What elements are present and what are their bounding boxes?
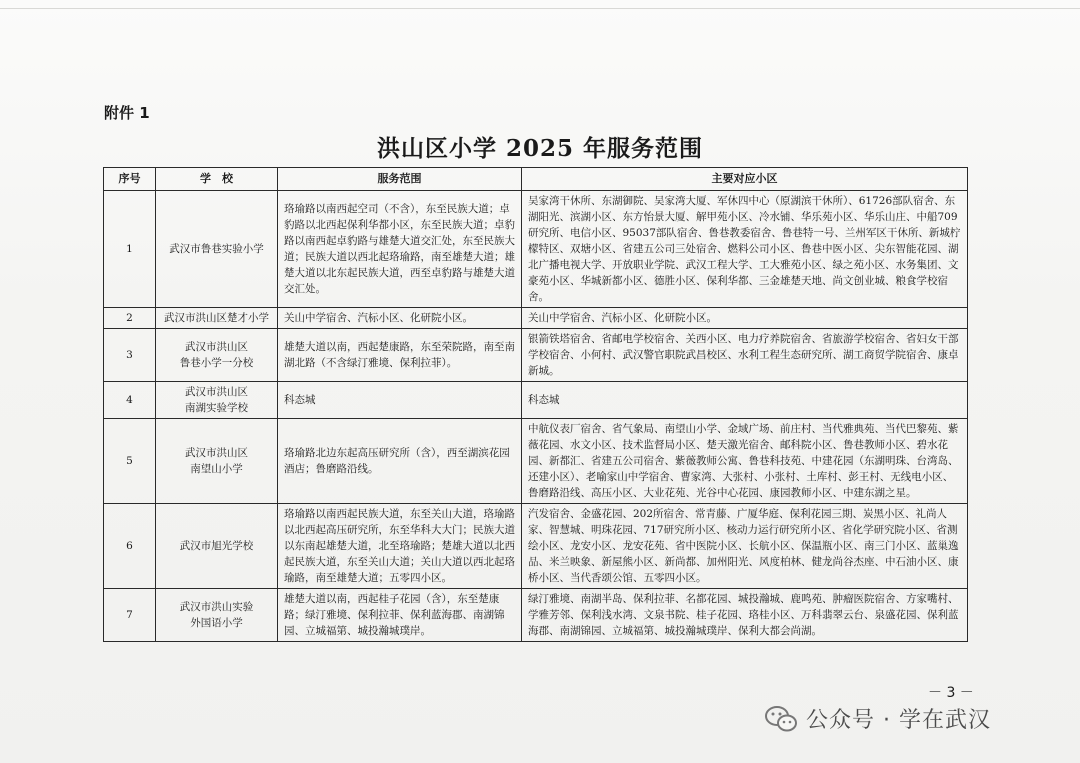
school-name: 武汉市洪山区 鲁巷小学一分校	[156, 329, 278, 382]
communities: 汽发宿舍、金盛花园、202所宿舍、常青藤、广厦华庭、保利花园三期、炭黑小区、礼尚人家、智慧城、明珠花园、717研究所小区、核动力运行研究所小区、省化学研究院小区、省测绘小区、龙安小区、龙安花苑、省中医院小区、长航小区、保温瓶小区、南三门小区、蓝巢逸品、米兰映象、新屋熊小区、新尚都、加州阳光、风度柏林、健龙尚谷杰座、中石油小区、康桥小区、当代香颂公馆、五零四小区。	[522, 504, 968, 589]
table-row	[104, 308, 968, 329]
service-range: 科态城	[278, 382, 522, 419]
table-body	[104, 191, 968, 642]
service-range: 珞瑜路以南西起民族大道，东至关山大道，珞瑜路以北西起高压研究所，东至华科大大门；民族大道以东南起雄楚大道，北至珞瑜路；楚雄大道以北西起民族大道，东至关山大道；关山大道以西北起珞瑜路，南至雄楚大道；五零四小区。	[278, 504, 522, 589]
table-row	[104, 589, 968, 642]
header-range: 服务范围	[278, 168, 522, 191]
row-number: 6	[104, 504, 156, 589]
table-row	[104, 419, 968, 504]
page-number: － 3 －	[928, 685, 974, 701]
table-header-row	[104, 168, 968, 191]
school-name: 武汉市洪山区 南望山小学	[156, 419, 278, 504]
school-name: 武汉市洪山区楚才小学	[156, 308, 278, 329]
service-range-table	[103, 167, 968, 642]
communities: 中航仪表厂宿舍、省气象局、南望山小学、金域广场、前庄村、当代雅典苑、当代巴黎苑、紫薇花园、水文小区、技术监督局小区、楚天激光宿舍、邮科院小区、鲁巷教师小区、碧水花园、新都汇、省建五公司宿舍、紫薇教师公寓、鲁巷科技苑、中建花园（东湖明珠、台湾岛、还建小区）、老喻家山中学宿舍、曹家湾、大张村、小张村、土库村、彭王村、无线电小区、鲁磨路沿线、高压小区、大业花苑、光谷中心花园、康园教师小区、中建东湖之星。	[522, 419, 968, 504]
row-number: 2	[104, 308, 156, 329]
school-name: 武汉市洪山实验 外国语小学	[156, 589, 278, 642]
service-range: 珞瑜路北边东起高压研究所（含），西至湖滨花园酒店；鲁磨路沿线。	[278, 419, 522, 504]
table-row	[104, 504, 968, 589]
row-number: 4	[104, 382, 156, 419]
scan-edge-line	[0, 8, 1080, 9]
service-range: 关山中学宿舍、汽标小区、化研院小区。	[278, 308, 522, 329]
service-range: 雄楚大道以南，西起楚康路，东至荣院路，南至南湖北路（不含绿汀雅境、保利拉菲）。	[278, 329, 522, 382]
communities: 吴家湾干休所、东湖御院、吴家湾大厦、军休四中心（原湖滨干休所）、61726部队宿舍、东湖阳光、滨湖小区、东方怡景大厦、解甲苑小区、冷水铺、华乐苑小区、华乐山庄、中船709研究所、电信小区、95037部队宿舍、鲁巷教委宿舍、鲁巷特一号、兰州军区干休所、新城柠檬特区、双塘小区、省建五公司三处宿舍、燃料公司小区、鲁巷中医小区、尖东智能花园、湖北广播电视大学、开放职业学院、武汉工程大学、工大雅苑小区、绿之苑小区、水务集团、文豪苑小区、华城新都小区、德胜小区、保利华都、三金雄楚天地、尚文创业城、粮食学校宿舍。	[522, 191, 968, 308]
row-number: 3	[104, 329, 156, 382]
header-school: 学 校	[156, 168, 278, 191]
table-row	[104, 329, 968, 382]
wechat-icon	[764, 704, 798, 734]
school-name: 武汉市鲁巷实验小学	[156, 191, 278, 308]
watermark-text: 公众号 · 学在武汉	[806, 708, 991, 733]
table-row	[104, 382, 968, 419]
row-number: 1	[104, 191, 156, 308]
row-number: 7	[104, 589, 156, 642]
table-row	[104, 191, 968, 308]
communities: 关山中学宿舍、汽标小区、化研院小区。	[522, 308, 968, 329]
attachment-label: 附件 1	[104, 104, 150, 122]
header-no: 序号	[104, 168, 156, 191]
communities: 科态城	[522, 382, 968, 419]
communities: 绿汀雅境、南湖半岛、保利拉菲、名都花园、城投瀚城、鹿鸣苑、肿瘤医院宿舍、方家嘴村、学雅芳邻、保利浅水湾、文泉书院、桂子花园、珞桂小区、万科翡翠云台、泉盛花园、保利蓝海郡、南湖锦园、立城福第、城投瀚城璞岸、保利大都会尚湖。	[522, 589, 968, 642]
header-communities: 主要对应小区	[522, 168, 968, 191]
school-name: 武汉市洪山区 南湖实验学校	[156, 382, 278, 419]
school-name: 武汉市旭光学校	[156, 504, 278, 589]
service-range: 雄楚大道以南，西起桂子花园（含），东至楚康路；绿汀雅境、保利拉菲、保利蓝海郡、南湖锦园、立城福第、城投瀚城璞岸。	[278, 589, 522, 642]
service-range: 珞瑜路以南西起空司（不含），东至民族大道；卓豹路以北西起保利华都小区，东至民族大道；卓豹路以南西起卓豹路与雄楚大道交汇处，东至民族大道；民族大道以西北起珞瑜路，南至雄楚大道；雄楚大道以北东起民族大道，西至卓豹路与雄楚大道交汇处。	[278, 191, 522, 308]
page-title: 洪山区小学 2025 年服务范围	[376, 135, 704, 162]
watermark	[764, 703, 991, 734]
communities: 银箭铁塔宿舍、省邮电学校宿舍、关西小区、电力疗养院宿舍、省旅游学校宿舍、省妇女干部学校宿舍、小何村、武汉警官职院武昌校区、水利工程生态研究所、湖工商贸学院宿舍、康卓新城。	[522, 329, 968, 382]
row-number: 5	[104, 419, 156, 504]
